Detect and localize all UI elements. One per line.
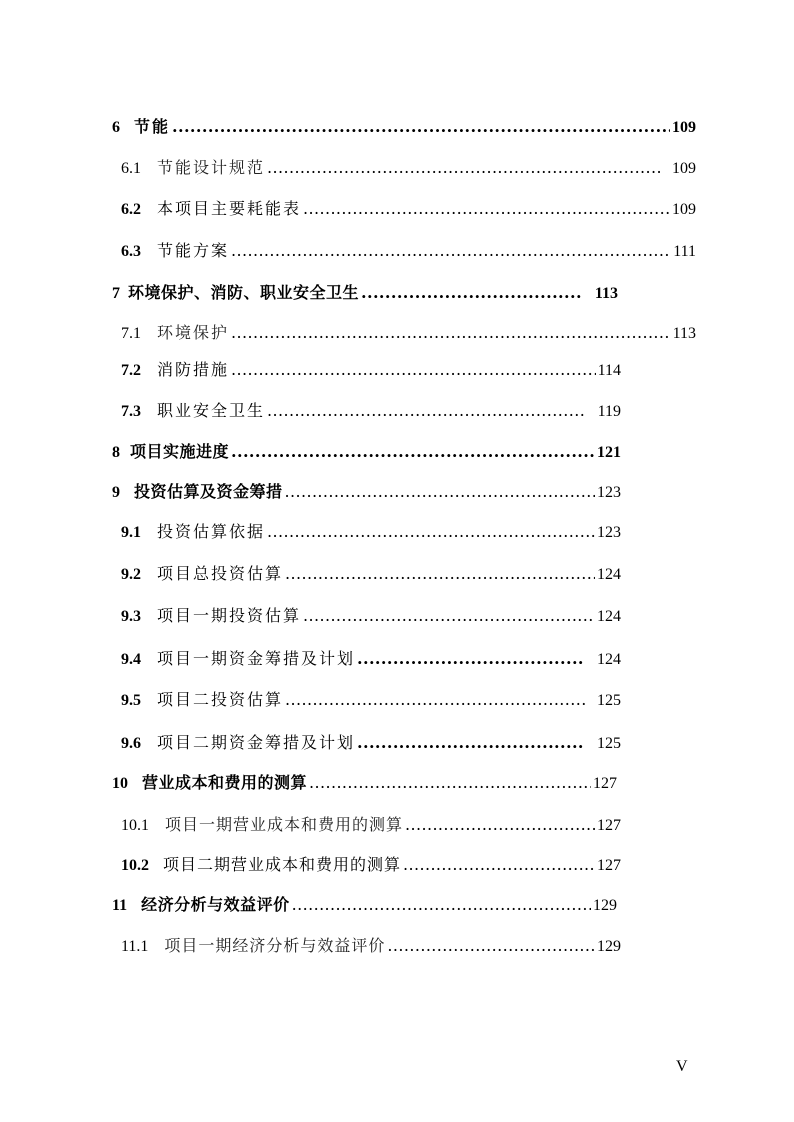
toc-entry[interactable] (121, 401, 621, 422)
toc-page: 127 (597, 857, 621, 874)
toc-title: 本项目主要耗能表 (157, 199, 302, 218)
toc-number: 6.3 (121, 243, 141, 260)
footer-page-number: V (676, 1058, 688, 1075)
dot-leader (357, 733, 585, 753)
toc-number: 10.2 (121, 857, 149, 874)
dot-leader (285, 564, 595, 584)
toc-title: 经济分析与效益评价 (141, 895, 290, 914)
toc-title: 项目一期营业成本和费用的测算 (165, 815, 404, 834)
toc-entry[interactable] (121, 522, 621, 543)
toc-number: 6 (112, 119, 120, 136)
toc-entry[interactable] (121, 733, 621, 754)
toc-page: 109 (672, 119, 696, 136)
toc-number: 9.2 (121, 566, 141, 583)
dot-leader (231, 241, 671, 261)
toc-page: 121 (597, 444, 621, 461)
dot-leader (267, 401, 586, 421)
dot-leader (267, 522, 595, 542)
toc-entry[interactable] (112, 895, 617, 916)
toc-entry[interactable] (112, 442, 621, 463)
toc-entry[interactable] (121, 815, 621, 836)
toc-number: 9.3 (121, 608, 141, 625)
toc-page: 113 (672, 325, 696, 342)
toc-page: 111 (673, 243, 696, 260)
toc-title: 节能 (134, 117, 171, 136)
toc-number: 7.2 (121, 362, 141, 379)
toc-entry[interactable] (121, 690, 621, 711)
toc-number: 10.1 (121, 817, 149, 834)
dot-leader (231, 360, 596, 380)
toc-number: 9.1 (121, 524, 141, 541)
toc-entry[interactable] (112, 773, 617, 794)
dot-leader (172, 117, 670, 137)
toc-page: 125 (597, 692, 621, 709)
toc-title: 环境保护 (157, 323, 230, 342)
dot-leader (357, 649, 585, 669)
toc-title: 项目一期经济分析与效益评价 (164, 936, 386, 955)
toc-number: 7.3 (121, 403, 141, 420)
toc-title: 项目实施进度 (130, 442, 230, 461)
toc-title: 投资估算依据 (157, 522, 266, 541)
toc-entry[interactable] (121, 855, 621, 876)
toc-number: 9.4 (121, 651, 141, 668)
toc-page: 124 (597, 651, 621, 668)
toc-entry[interactable] (112, 283, 618, 304)
toc-title: 节能设计规范 (157, 158, 266, 177)
toc-page: 114 (597, 362, 621, 379)
toc-number: 9.5 (121, 692, 141, 709)
toc-title: 消防措施 (157, 360, 230, 379)
toc-entry[interactable] (121, 323, 696, 344)
toc-page: 124 (597, 608, 621, 625)
toc-page: 109 (672, 160, 696, 177)
toc-page: 125 (597, 735, 621, 752)
toc-title: 项目一期投资估算 (157, 606, 302, 625)
toc-page: 109 (672, 201, 696, 218)
toc-page: 113 (594, 285, 618, 302)
toc-title: 项目二期营业成本和费用的测算 (163, 855, 402, 874)
toc-entry[interactable] (121, 199, 696, 220)
toc-entry[interactable] (121, 936, 621, 957)
toc-number: 10 (112, 775, 128, 792)
toc-title: 职业安全卫生 (157, 401, 266, 420)
dot-leader (361, 283, 583, 303)
toc-entry[interactable] (121, 564, 621, 585)
dot-leader (231, 323, 671, 343)
toc-number: 6.2 (121, 201, 141, 218)
toc-number: 11 (112, 897, 128, 914)
toc-entry[interactable] (121, 606, 621, 627)
toc-page: 124 (597, 566, 621, 583)
toc-page: 129 (597, 938, 621, 955)
toc-entry[interactable] (112, 482, 621, 503)
toc-title: 项目总投资估算 (157, 564, 284, 583)
dot-leader (231, 442, 595, 462)
dot-leader (292, 895, 591, 915)
toc-page: 127 (597, 817, 621, 834)
toc-page: 123 (597, 524, 621, 541)
toc-title: 节能方案 (157, 241, 230, 260)
toc-title: 投资估算及资金筹措 (134, 482, 283, 501)
toc-page: 119 (597, 403, 621, 420)
toc-title: 环境保护、消防、职业安全卫生 (128, 283, 360, 302)
dot-leader (303, 199, 670, 219)
toc-entry[interactable] (121, 649, 621, 670)
dot-leader (267, 158, 660, 178)
toc-page: 127 (593, 775, 617, 792)
dot-leader (285, 482, 595, 502)
toc-title: 项目二期资金筹措及计划 (157, 733, 356, 752)
toc-page: 129 (593, 897, 617, 914)
toc-number: 7.1 (121, 325, 141, 342)
dot-leader (309, 773, 591, 793)
toc-number: 7 (112, 285, 120, 302)
toc-title: 营业成本和费用的测算 (142, 773, 308, 792)
toc-page: 123 (597, 484, 621, 501)
dot-leader (303, 606, 595, 626)
toc-entry[interactable] (112, 117, 696, 138)
toc-number: 8 (112, 444, 120, 461)
toc-entry[interactable] (121, 241, 696, 262)
dot-leader (285, 690, 585, 710)
toc-entry[interactable] (121, 158, 696, 179)
toc-number: 9 (112, 484, 120, 501)
dot-leader (387, 936, 595, 956)
dot-leader (405, 815, 595, 835)
toc-title: 项目二投资估算 (157, 690, 284, 709)
toc-number: 9.6 (121, 735, 141, 752)
toc-entry[interactable] (121, 360, 621, 381)
toc-number: 6.1 (121, 160, 141, 177)
toc-number: 11.1 (121, 938, 149, 955)
dot-leader (403, 855, 595, 875)
toc-title: 项目一期资金筹措及计划 (157, 649, 356, 668)
